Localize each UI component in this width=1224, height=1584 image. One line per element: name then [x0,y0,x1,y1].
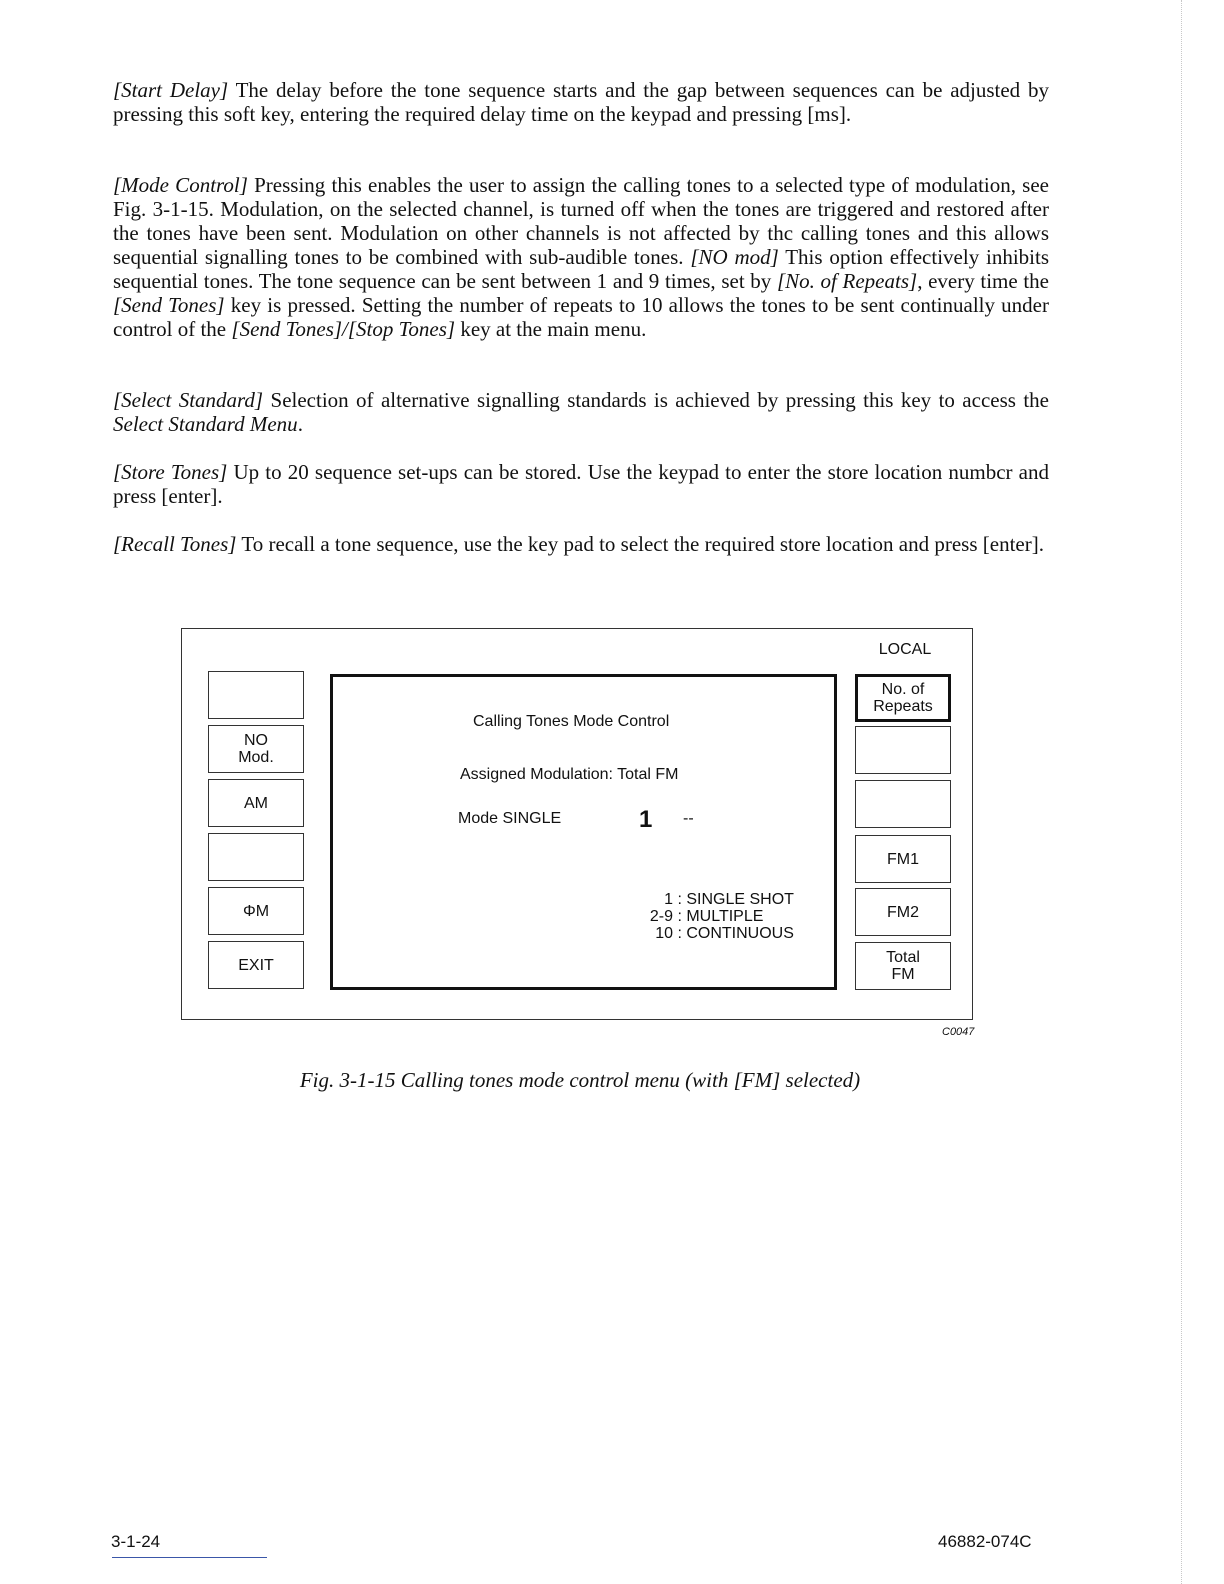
left-softkey-1[interactable] [208,671,304,719]
legend-key: 1 [664,891,673,908]
softkey-ref-recall-tones: [Recall Tones] [113,532,237,556]
paragraph-recall-tones [113,532,1049,556]
exit-softkey[interactable]: EXIT [208,941,304,989]
no-mod-softkey[interactable]: NO Mod. [208,725,304,773]
local-status: LOCAL [878,641,932,658]
legend-value: CONTINUOUS [686,925,794,942]
paragraph-text: To recall a tone sequence, use the key pad to select the required store location and press [enter]. [236,532,1044,556]
repeat-legend [633,891,794,942]
paragraph-start-delay [113,78,1049,126]
mode-label: Mode SINGLE [458,810,562,827]
paragraph-text: , every time the [917,269,1049,293]
softkey-ref-mode-control: [Mode Control] [113,173,248,197]
paragraph-text: Up to 20 sequence set-ups can be stored. Use the keypad to enter the store location numbcr and press [enter]. [113,460,1049,508]
right-softkey-2[interactable] [855,726,951,774]
left-softkey-4[interactable] [208,833,304,881]
fm1-softkey[interactable]: FM1 [855,835,951,883]
am-softkey[interactable]: AM [208,779,304,827]
softkey-ref-start-delay: [Start Delay] [113,78,229,102]
softkey-ref-send-tones: [Send Tones] [113,293,225,317]
paragraph-text: key is pressed. Setting the number of repeats to 10 allows the tones to be sent continually under control of the [113,293,1049,341]
right-softkey-3[interactable] [855,780,951,828]
screen-title: Calling Tones Mode Control [473,713,670,730]
legend-key: 2-9 [649,908,673,925]
assigned-modulation: Assigned Modulation: Total FM [460,766,679,783]
legend-row: 2-9 : MULTIPLE [633,908,794,925]
paragraph-text: The delay before the tone sequence starts and the gap between sequences can be adjusted by pressing this soft key, entering the required delay time on the keypad and pressing [ms]. [113,78,1049,126]
softkey-ref-no-of-repeats: [No. of Repeats] [776,269,918,293]
mode-value: 1 [639,806,653,833]
total-fm-softkey[interactable]: Total FM [855,942,951,990]
footer-rule [112,1557,267,1558]
legend-key: 10 [655,925,673,942]
figure-caption: Fig. 3-1-15 Calling tones mode control menu (with [FM] selected) [299,1068,861,1092]
paragraph-text: Pressing this enables the user to assign the calling tones to a selected type of modulation, see Fig. 3-1-15. Modulation, on the selected channel, is turned off when the tones are triggered and restored after the tones have been sent. Modulation on other channels is not affected by thc calling tones and this allows sequential signalling tones to be combined with sub-audible tones. [113,173,1049,269]
page-number: 3-1-24 [111,1532,161,1551]
no-of-repeats-softkey[interactable]: No. of Repeats [855,674,951,722]
paragraph-mode-control [113,173,1049,341]
softkey-ref-select-standard: [Select Standard] [113,388,264,412]
paragraph-store-tones [113,460,1049,508]
paragraph-text: Selection of alternative signalling standards is achieved by pressing this key to access the [263,388,1049,412]
binding-edge [1181,0,1184,1584]
softkey-ref-no-mod: [NO mod] [690,245,779,269]
mode-suffix: -- [683,810,694,827]
legend-value: MULTIPLE [686,908,764,925]
phase-mod-softkey[interactable]: ΦM [208,887,304,935]
fm2-softkey[interactable]: FM2 [855,888,951,936]
paragraph-text: This option effectively inhibits sequential tones. The tone sequence can be sent between 1 and 9 times, set by [113,245,1050,293]
softkey-ref-send-stop-tones: [Send Tones]/[Stop Tones] [231,317,456,341]
mode-control-figure [181,628,973,1020]
legend-row: 10 : CONTINUOUS [633,925,794,942]
paragraph-text: . [297,412,303,436]
figure-id: C0047 [942,1026,975,1038]
display-screen [330,674,837,990]
paragraph-text: key at the main menu. [455,317,647,341]
menu-ref-select-standard: Select Standard Menu [113,412,298,436]
legend-row: 1 : SINGLE SHOT [633,891,794,908]
paragraph-select-standard [113,388,1049,436]
softkey-ref-store-tones: [Store Tones] [113,460,228,484]
document-number: 46882-074C [938,1532,1032,1551]
legend-value: SINGLE SHOT [686,891,794,908]
